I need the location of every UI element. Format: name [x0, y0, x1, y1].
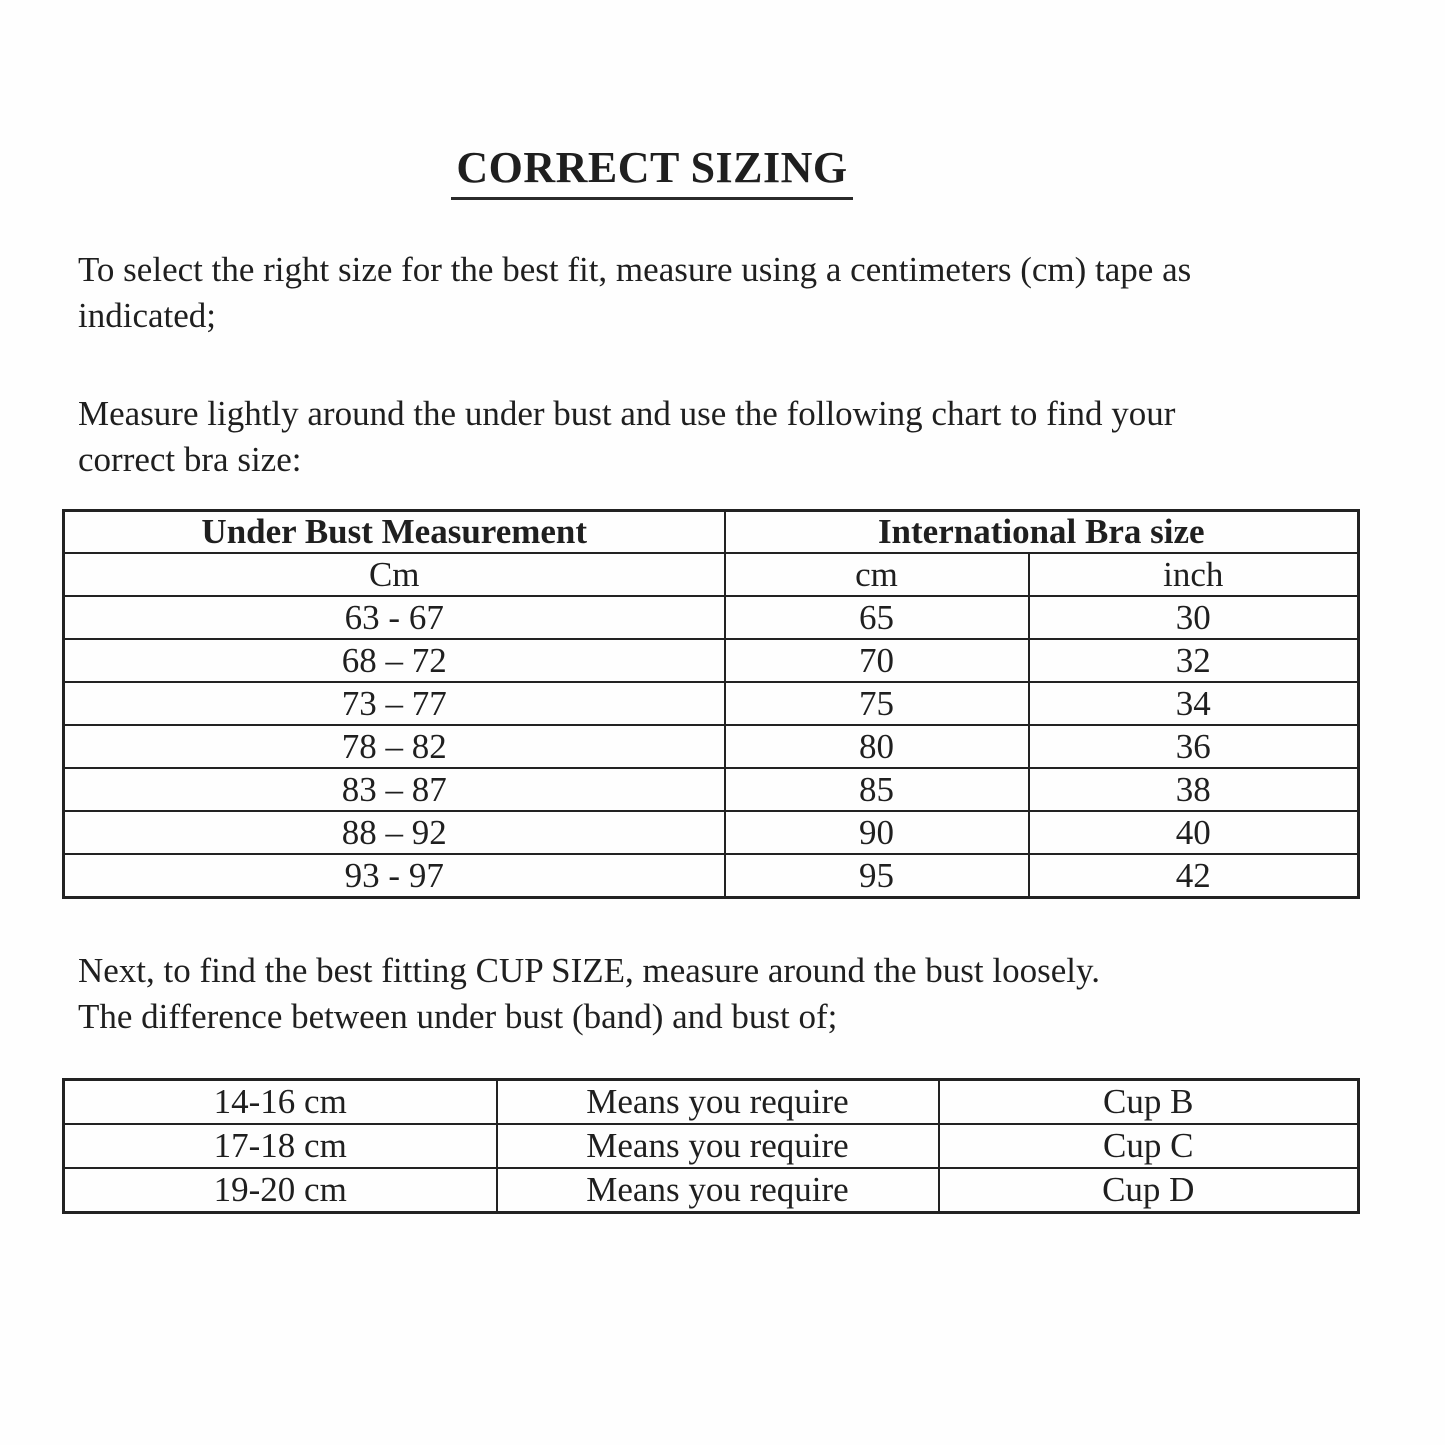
band-table-subheader-row [64, 553, 1359, 596]
table-cell: 90 [725, 811, 1029, 854]
table-cell: 70 [725, 639, 1029, 682]
band-table-header-bra-size: International Bra size [725, 511, 1359, 554]
table-cell: Means you require [497, 1168, 939, 1213]
page-title [0, 144, 1304, 200]
table-cell: 73 – 77 [64, 682, 725, 725]
band-table-row [64, 682, 1359, 725]
table-cell: 38 [1029, 768, 1359, 811]
table-cell: Cup C [939, 1124, 1359, 1168]
table-cell: 17-18 cm [64, 1124, 497, 1168]
unit-label-inch: inch [1029, 553, 1359, 596]
table-cell: 95 [725, 854, 1029, 898]
cup-table-row [64, 1080, 1359, 1125]
cup-size-paragraph [78, 948, 1378, 1040]
band-table-row [64, 768, 1359, 811]
table-cell: 93 - 97 [64, 854, 725, 898]
intro-paragraph-line: To select the right size for the best fit, measure using a centimeters (cm) tape as [78, 250, 1192, 289]
band-table-row [64, 811, 1359, 854]
cup-size-paragraph-line: The difference between under bust (band) and bust of; [78, 997, 838, 1036]
intro-paragraph [78, 247, 1378, 339]
measure-paragraph-line: correct bra size: [78, 440, 302, 479]
band-table-row [64, 854, 1359, 898]
table-cell: 63 - 67 [64, 596, 725, 639]
measure-paragraph-line: Measure lightly around the under bust and use the following chart to find your [78, 394, 1176, 433]
table-cell: 30 [1029, 596, 1359, 639]
table-cell: Means you require [497, 1124, 939, 1168]
table-cell: 40 [1029, 811, 1359, 854]
cup-table-row [64, 1168, 1359, 1213]
table-cell: 34 [1029, 682, 1359, 725]
table-cell: 68 – 72 [64, 639, 725, 682]
table-cell: 32 [1029, 639, 1359, 682]
band-table-row [64, 596, 1359, 639]
band-table-row [64, 639, 1359, 682]
table-cell: 75 [725, 682, 1029, 725]
table-cell: 14-16 cm [64, 1080, 497, 1125]
band-table-row [64, 725, 1359, 768]
table-cell: 19-20 cm [64, 1168, 497, 1213]
table-cell: 65 [725, 596, 1029, 639]
table-cell: Cup D [939, 1168, 1359, 1213]
unit-label-cm-upper: Cm [64, 553, 725, 596]
table-cell: 88 – 92 [64, 811, 725, 854]
table-cell: 80 [725, 725, 1029, 768]
band-size-table [62, 509, 1360, 899]
unit-label-cm: cm [725, 553, 1029, 596]
table-cell: Cup B [939, 1080, 1359, 1125]
table-cell: 78 – 82 [64, 725, 725, 768]
cup-size-paragraph-line: Next, to find the best fitting CUP SIZE, measure around the bust loosely. [78, 951, 1100, 990]
cup-table-row [64, 1124, 1359, 1168]
table-cell: 36 [1029, 725, 1359, 768]
intro-paragraph-line: indicated; [78, 296, 217, 335]
page-title-text: CORRECT SIZING [451, 144, 852, 200]
cup-size-table [62, 1078, 1360, 1214]
band-table-header-under-bust: Under Bust Measurement [64, 511, 725, 554]
table-cell: 42 [1029, 854, 1359, 898]
measure-paragraph [78, 391, 1378, 483]
table-cell: Means you require [497, 1080, 939, 1125]
table-cell: 85 [725, 768, 1029, 811]
band-table-header-row [64, 511, 1359, 554]
table-cell: 83 – 87 [64, 768, 725, 811]
